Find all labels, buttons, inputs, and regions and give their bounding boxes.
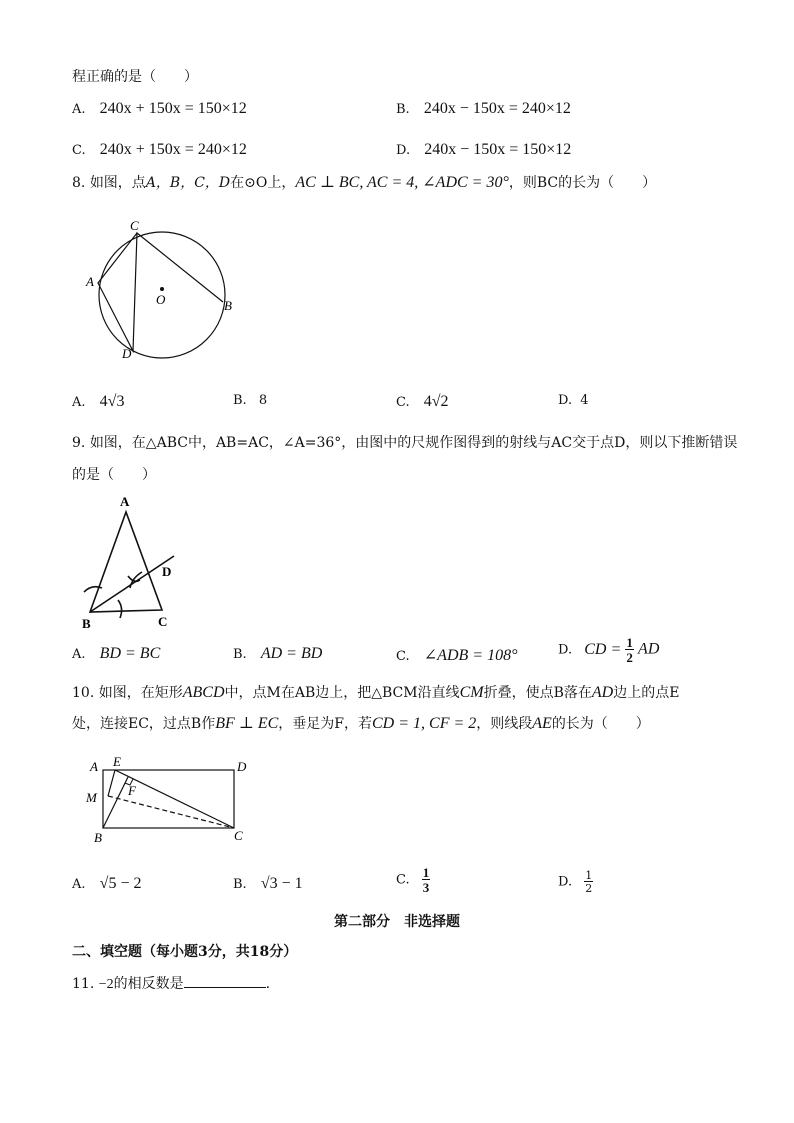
fraction-one-half: $\frac{1}{2}$ bbox=[626, 635, 633, 665]
line-ec bbox=[115, 770, 234, 828]
label-f: F bbox=[128, 783, 136, 798]
arc-2 bbox=[118, 600, 122, 618]
center-point bbox=[160, 287, 164, 291]
q10-stem-line1: 10. 如图，在矩形ABCD中，点M在AB边上，把△BCM沿直线CM折叠，使点B落在AD边上的点E bbox=[72, 684, 680, 701]
q10-stem-line2: 处，连接EC，过点B作BF ⊥ EC，垂足为F，若CD = 1, CF = 2，则线段AE的长为（ ） bbox=[72, 715, 650, 732]
label-o: O bbox=[156, 292, 166, 307]
q10-option-a[interactable]: A. √5 − 2 bbox=[72, 875, 142, 892]
triangle-abc bbox=[90, 512, 162, 612]
part2-title: 第二部分 非选择题 bbox=[334, 914, 460, 930]
label-m: M bbox=[86, 790, 97, 805]
line-mc-dashed bbox=[108, 796, 234, 828]
q9-option-a[interactable]: A. BD = BC bbox=[72, 645, 161, 662]
label-a: A bbox=[86, 274, 94, 289]
rectangle-abcd bbox=[103, 770, 234, 828]
q9-triangle-figure bbox=[78, 492, 188, 634]
label-d: D bbox=[162, 564, 172, 579]
q7-tail: 程正确的是（ ） bbox=[72, 69, 198, 85]
label-c: C bbox=[234, 828, 243, 843]
arc-1 bbox=[84, 587, 102, 592]
label-b: B bbox=[224, 298, 232, 313]
q10-option-c[interactable]: C. $\frac{1}{3}$ bbox=[396, 865, 430, 895]
q9-option-c[interactable]: C. ∠ADB = 108° bbox=[396, 647, 518, 664]
label-b: B bbox=[82, 616, 91, 631]
q10-option-d[interactable]: D. $\frac{1}{2}$ bbox=[558, 869, 593, 895]
q11-stem: 11. −2的相反数是 . bbox=[72, 976, 271, 992]
fraction-one-third: $\frac{1}{3}$ bbox=[422, 865, 430, 895]
label-d: D bbox=[122, 346, 132, 361]
q10-option-b[interactable]: B. √3 − 1 bbox=[233, 875, 303, 892]
label-b: B bbox=[94, 830, 102, 845]
label-a: A bbox=[90, 759, 98, 774]
q8-stem: 8. 如图，点A，B，C，D在⊙O上，AC ⊥ BC, AC = 4, ∠ADC = 30°，则BC的长为（ ） bbox=[72, 174, 657, 191]
answer-blank[interactable] bbox=[184, 975, 266, 988]
q9-stem-line1: 9. 如图，在△ABC中，AB=AC，∠A=36°，由图中的尺规作图得到的射线与AC交于点D，则以下推断错误 bbox=[72, 435, 738, 451]
q8-option-c[interactable]: C. 4√2 bbox=[396, 393, 449, 410]
fraction-one-half: $\frac{1}{2}$ bbox=[585, 869, 593, 895]
q9-option-d[interactable]: D. CD = $\frac{1}{2}$ AD bbox=[558, 635, 660, 665]
q7-option-a[interactable]: A. 240x + 150x = 150×12 bbox=[72, 100, 247, 117]
q7-option-d[interactable]: D. 240x − 150x = 150×12 bbox=[396, 141, 572, 158]
label-a: A bbox=[120, 494, 130, 509]
line-bf bbox=[103, 777, 128, 828]
label-c: C bbox=[130, 218, 139, 233]
q10-rectangle-figure bbox=[82, 754, 252, 846]
label-c: C bbox=[158, 614, 168, 629]
section2-title: 二、填空题（每小题3分，共18分） bbox=[72, 944, 298, 960]
q7-option-c[interactable]: C. 240x + 150x = 240×12 bbox=[72, 141, 247, 158]
q8-option-a[interactable]: A. 4√3 bbox=[72, 393, 125, 410]
q9-option-b[interactable]: B. AD = BD bbox=[233, 645, 323, 662]
q7-option-b[interactable]: B. 240x − 150x = 240×12 bbox=[396, 100, 571, 117]
q8-option-b[interactable]: B. 8 bbox=[233, 393, 268, 408]
label-d: D bbox=[237, 759, 247, 774]
q9-stem-line2: 的是（ ） bbox=[72, 467, 156, 483]
q8-circle-figure bbox=[80, 215, 250, 365]
line-em bbox=[108, 770, 115, 796]
label-e: E bbox=[113, 754, 121, 769]
q8-option-d[interactable]: D. 4 bbox=[558, 393, 589, 408]
